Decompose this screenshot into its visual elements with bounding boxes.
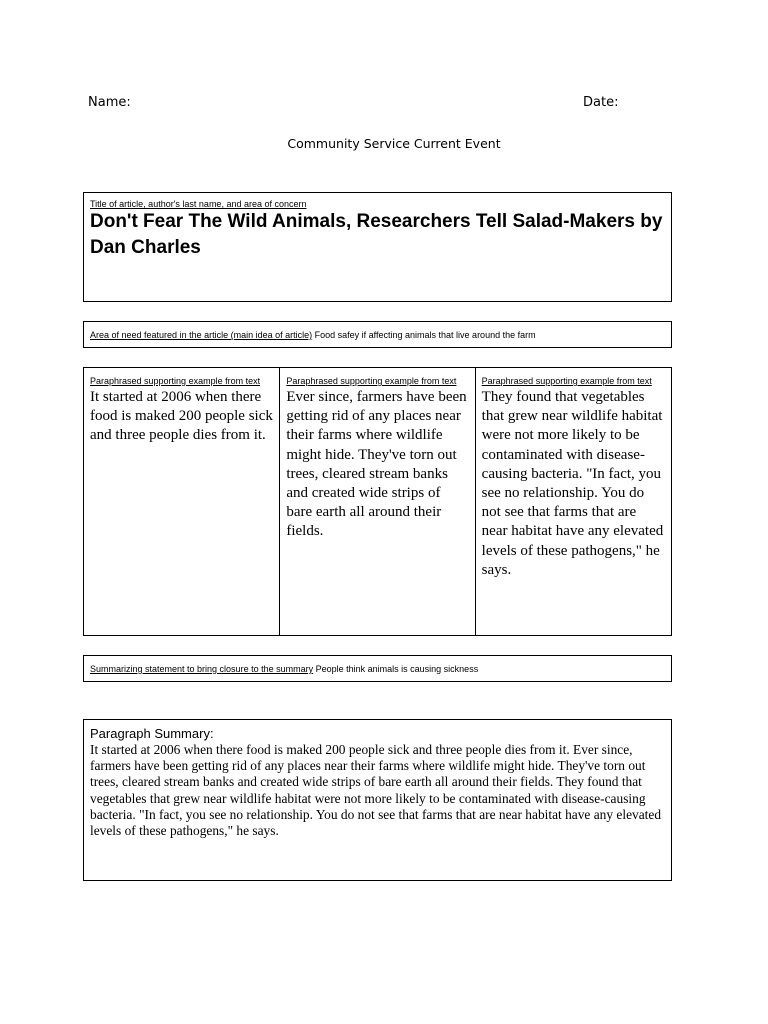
- article-title: Don't Fear The Wild Animals, Researchers Tell Salad-Makers by Dan Charles: [90, 211, 663, 258]
- supporting-example-3: [475, 368, 671, 635]
- summarizing-statement-box: [83, 655, 672, 682]
- article-title-box: [83, 192, 672, 302]
- supporting-example-1: [84, 368, 279, 635]
- paragraph-summary-text: It started at 2006 when there food is maked 200 people sick and three people dies from it. Ever since, farmers have been getting rid of any places near their farms where wildlife might hide. They've torn out trees, cleared stream banks and created wide strips of bare earth all around their fields. They found that vegetables that grew near wildlife habitat were not more likely to be contaminated with disease-causing bacteria. "In fact, you see no relationship. You do not see that farms that are near habitat have any elevated levels of these pathogens," he says.: [90, 742, 662, 839]
- area-of-need-value: Food safey if affecting animals that live around the farm: [314, 330, 536, 340]
- supporting-example-text: They found that vegetables that grew near wildlife habitat were not more likely to be contaminated with disease-causing bacteria. "In fact, you see no relationship. You do not see that farms that are near habitat have any elevated levels of these pathogens," he says.: [481, 389, 664, 578]
- date-label: Date:: [583, 95, 619, 110]
- supporting-example-2: [279, 368, 474, 635]
- summarizing-statement-line: [90, 663, 665, 675]
- summarizing-statement-label: Summarizing statement to bring closure to the summary: [90, 664, 314, 674]
- article-title-label: Title of article, author's last name, and area of concern: [90, 199, 307, 209]
- supporting-examples-table: [83, 367, 672, 636]
- name-label: Name:: [88, 95, 131, 110]
- document-title: Community Service Current Event: [287, 136, 501, 151]
- area-of-need-label: Area of need featured in the article (main idea of article): [90, 330, 313, 340]
- paragraph-summary-box: [83, 719, 672, 881]
- area-of-need-box: [83, 321, 672, 348]
- supporting-example-label: Paraphrased supporting example from text: [286, 376, 457, 386]
- summarizing-statement-value: People think animals is causing sickness: [315, 664, 479, 674]
- supporting-example-text: It started at 2006 when there food is maked 200 people sick and three people dies from it.: [90, 389, 273, 444]
- paragraph-summary-label: Paragraph Summary:: [90, 726, 214, 741]
- supporting-example-text: Ever since, farmers have been getting rid of any places near their farms where wildlife might hide. They've torn out trees, cleared stream banks and created wide strips of bare earth all around their fields.: [286, 389, 467, 540]
- supporting-example-label: Paraphrased supporting example from text: [481, 376, 652, 386]
- supporting-example-label: Paraphrased supporting example from text: [90, 376, 261, 386]
- area-of-need-line: [90, 329, 665, 341]
